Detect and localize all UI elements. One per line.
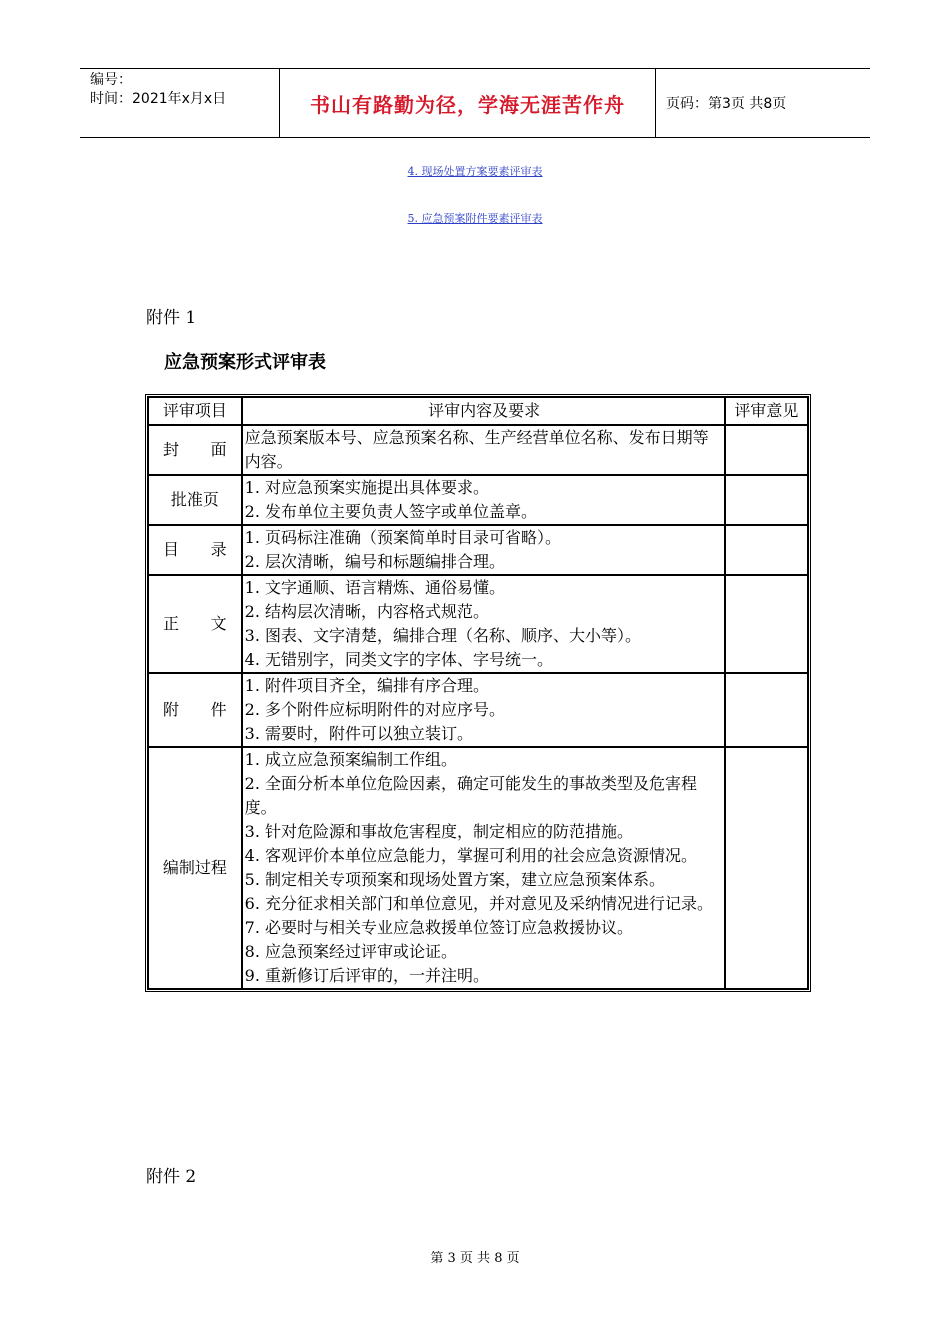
time-label: 时间：2021年x月x日 — [90, 91, 227, 107]
review-item-cell — [148, 525, 242, 575]
number-label: 编号： — [90, 72, 132, 88]
header-meta — [80, 69, 280, 137]
review-requirement: 应急预案版本号、应急预案名称、生产经营单位名称、发布日期等内容。 — [244, 428, 709, 471]
table-row — [148, 475, 808, 525]
table-row — [148, 425, 808, 475]
review-requirement: 2. 结构层次清晰，内容格式规范。 — [244, 602, 489, 621]
document-header — [80, 68, 870, 138]
review-item-cell — [148, 673, 242, 747]
attachment-1-label: 附件 1 — [146, 308, 197, 328]
review-item-cell — [148, 475, 242, 525]
table-header-row — [148, 397, 808, 425]
review-item-text: 录 — [210, 540, 227, 559]
review-requirement: 5. 制定相关专项预案和现场处置方案，建立应急预案体系。 — [244, 870, 665, 889]
review-table — [145, 394, 811, 992]
review-content-cell — [242, 673, 725, 747]
review-requirement: 9. 重新修订后评审的，一并注明。 — [244, 966, 489, 985]
review-opinion-cell[interactable] — [725, 575, 808, 673]
review-requirement: 1. 页码标注准确（预案简单时目录可省略）。 — [244, 528, 561, 547]
review-requirement: 3. 针对危险源和事故危害程度，制定相应的防范措施。 — [244, 822, 633, 841]
header-motto: 书山有路勤为径，学海无涯苦作舟 — [280, 69, 656, 137]
review-item-text: 封 — [163, 440, 180, 459]
page-footer: 第 3 页 共 8 页 — [430, 1251, 520, 1266]
review-content-cell — [242, 747, 725, 989]
review-requirement: 3. 图表、文字清楚，编排合理（名称、顺序、大小等）。 — [244, 626, 641, 645]
form-title: 应急预案形式评审表 — [164, 352, 326, 373]
header-item: 评审项目 — [148, 397, 242, 425]
attachment-2-label: 附件 2 — [146, 1167, 197, 1187]
review-content-cell — [242, 475, 725, 525]
review-opinion-cell[interactable] — [725, 673, 808, 747]
review-requirement: 2. 层次清晰，编号和标题编排合理。 — [244, 552, 505, 571]
review-requirement: 7. 必要时与相关专业应急救援单位签订应急救援协议。 — [244, 918, 633, 937]
review-requirement: 2. 多个附件应标明附件的对应序号。 — [244, 700, 505, 719]
review-item-text: 件 — [210, 700, 227, 719]
review-content-cell — [242, 575, 725, 673]
table-row — [148, 525, 808, 575]
review-requirement: 1. 文字通顺、语言精炼、通俗易懂。 — [244, 578, 505, 597]
review-requirement: 3. 需要时，附件可以独立装订。 — [244, 724, 473, 743]
review-content-cell — [242, 425, 725, 475]
review-requirement: 6. 充分征求相关部门和单位意见，并对意见及采纳情况进行记录。 — [244, 894, 713, 913]
review-opinion-cell[interactable] — [725, 525, 808, 575]
header-opinion: 评审意见 — [725, 397, 808, 425]
review-requirement: 2. 发布单位主要负责人签字或单位盖章。 — [244, 502, 537, 521]
review-content-cell — [242, 525, 725, 575]
review-item-cell — [148, 575, 242, 673]
review-requirement: 1. 附件项目齐全，编排有序合理。 — [244, 676, 489, 695]
review-opinion-cell[interactable] — [725, 475, 808, 525]
review-item-text: 批准页 — [170, 490, 219, 509]
review-item-text: 附 — [163, 700, 180, 719]
review-item-text: 面 — [210, 440, 227, 459]
review-item-text: 正 — [163, 614, 180, 633]
table-row — [148, 673, 808, 747]
header-page-info: 页码：第3页 共8页 — [666, 96, 787, 112]
review-item-text: 编制过程 — [162, 858, 227, 877]
review-opinion-cell[interactable] — [725, 425, 808, 475]
review-item-cell — [148, 425, 242, 475]
review-requirement: 1. 成立应急预案编制工作组。 — [244, 750, 457, 769]
review-opinion-cell[interactable] — [725, 747, 808, 989]
review-requirement: 2. 全面分析本单位危险因素，确定可能发生的事故类型及危害程度。 — [244, 774, 697, 817]
table-row — [148, 575, 808, 673]
header-content: 评审内容及要求 — [242, 397, 725, 425]
review-item-text: 文 — [210, 614, 227, 633]
review-requirement: 4. 客观评价本单位应急能力，掌握可利用的社会应急资源情况。 — [244, 846, 697, 865]
review-item-text: 目 — [163, 540, 180, 559]
review-requirement: 4. 无错别字，同类文字的字体、字号统一。 — [244, 650, 553, 669]
review-requirement: 1. 对应急预案实施提出具体要求。 — [244, 478, 489, 497]
review-item-cell — [148, 747, 242, 989]
link-scene-plan-review[interactable]: 4. 现场处置方案要素评审表 — [407, 165, 543, 178]
review-requirement: 8. 应急预案经过评审或论证。 — [244, 942, 457, 961]
table-row — [148, 747, 808, 989]
link-attachment-review[interactable]: 5. 应急预案附件要素评审表 — [407, 212, 543, 225]
